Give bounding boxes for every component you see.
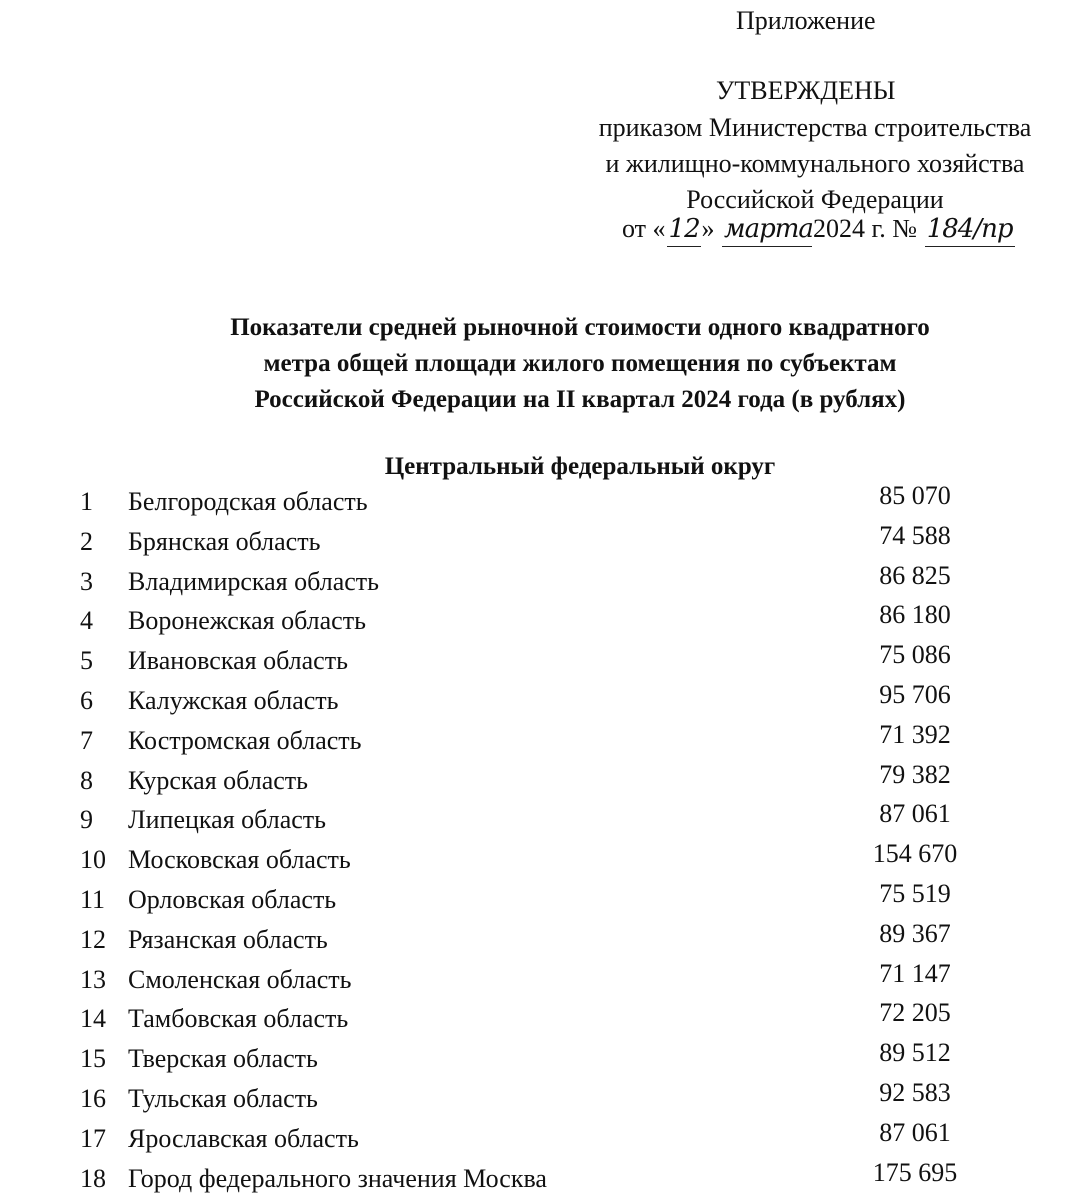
- title-line: Показатели средней рыночной стоимости одного квадратного: [230, 314, 930, 341]
- document-title: [140, 310, 1020, 418]
- region-name: Владимирская область: [128, 566, 379, 596]
- price-value: 89 367: [879, 918, 951, 948]
- region-name: Ивановская область: [128, 646, 348, 676]
- region-name: Воронежская область: [128, 606, 366, 636]
- row-number: 16: [80, 1083, 106, 1113]
- row-number: 11: [80, 884, 106, 914]
- region-name: Тамбовская область: [128, 1004, 349, 1034]
- region-name: Белгородская область: [128, 487, 368, 516]
- row-number: 2: [80, 526, 93, 556]
- row-number: 6: [80, 685, 93, 715]
- price-value: 86 825: [879, 560, 951, 590]
- title-line: Российской Федерации на II квартал 2024 года (в рублях): [254, 386, 906, 413]
- row-number: 12: [80, 924, 106, 954]
- region-name: Брянская область: [128, 526, 321, 556]
- row-number: 4: [80, 606, 93, 636]
- region-name: Тверская область: [128, 1044, 318, 1074]
- price-value: 89 512: [879, 1038, 951, 1068]
- row-number: 7: [80, 725, 93, 755]
- row-number: 14: [80, 1004, 106, 1034]
- region-name: Орловская область: [128, 884, 337, 914]
- price-value: 75 086: [879, 640, 951, 670]
- price-value: 71 147: [879, 958, 951, 988]
- approved-lines: [540, 110, 1090, 218]
- region-name: Костромская область: [128, 725, 362, 755]
- approved-line: Российской Федерации: [686, 185, 944, 214]
- handwritten-order-number: 184/пр: [925, 212, 1015, 247]
- region-name: Липецкая область: [128, 805, 327, 835]
- row-number: 8: [80, 765, 93, 795]
- date-quote-close: »: [701, 214, 715, 243]
- date-prefix: от «: [622, 214, 666, 243]
- price-value: 87 061: [879, 799, 951, 829]
- row-number: 18: [80, 1163, 106, 1193]
- date-year-number-label: 2024 г. №: [813, 214, 918, 243]
- price-value: 95 706: [879, 679, 951, 709]
- handwritten-month: марта: [722, 212, 812, 247]
- price-value: 154 670: [872, 839, 958, 869]
- district-heading: Центральный федеральный округ: [384, 453, 776, 480]
- price-value: 72 205: [879, 998, 951, 1028]
- price-value: 87 061: [879, 1117, 951, 1147]
- row-number: 3: [80, 566, 93, 596]
- handwritten-day: 12: [667, 212, 701, 247]
- approved-title: УТВЕРЖДЕНЫ: [716, 76, 896, 105]
- region-name: Калужская область: [128, 685, 339, 715]
- region-name: Московская область: [128, 845, 351, 875]
- row-number: 5: [80, 646, 93, 676]
- price-table: [0, 482, 1092, 1198]
- region-name: Ярославская область: [128, 1123, 359, 1153]
- title-line: метра общей площади жилого помещения по субъектам: [263, 350, 897, 377]
- region-name: Курская область: [128, 765, 309, 795]
- appendix-label: Приложение: [736, 6, 876, 35]
- row-number: 10: [80, 845, 106, 875]
- region-name: Смоленская область: [128, 964, 352, 994]
- price-value: 175 695: [872, 1157, 958, 1187]
- table-row: [0, 1159, 1092, 1199]
- region-name: Тульская область: [128, 1083, 318, 1113]
- row-number: 15: [80, 1044, 106, 1074]
- region-name: Город федерального значения Москва: [128, 1163, 547, 1193]
- price-value: 92 583: [879, 1077, 951, 1107]
- price-value: 75 519: [879, 878, 951, 908]
- price-value: 85 070: [879, 481, 951, 510]
- order-date-line: [622, 212, 1016, 247]
- price-value: 79 382: [879, 759, 951, 789]
- row-number: 17: [80, 1123, 106, 1153]
- price-value: 71 392: [879, 719, 951, 749]
- region-name: Рязанская область: [128, 924, 328, 954]
- row-number: 9: [80, 805, 93, 835]
- row-number: 13: [80, 964, 106, 994]
- row-number: 1: [80, 487, 93, 516]
- price-value: 74 588: [879, 520, 951, 550]
- approved-line: и жилищно-коммунального хозяйства: [605, 149, 1025, 178]
- price-value: 86 180: [879, 600, 951, 630]
- approved-line: приказом Министерства строительства: [598, 113, 1032, 142]
